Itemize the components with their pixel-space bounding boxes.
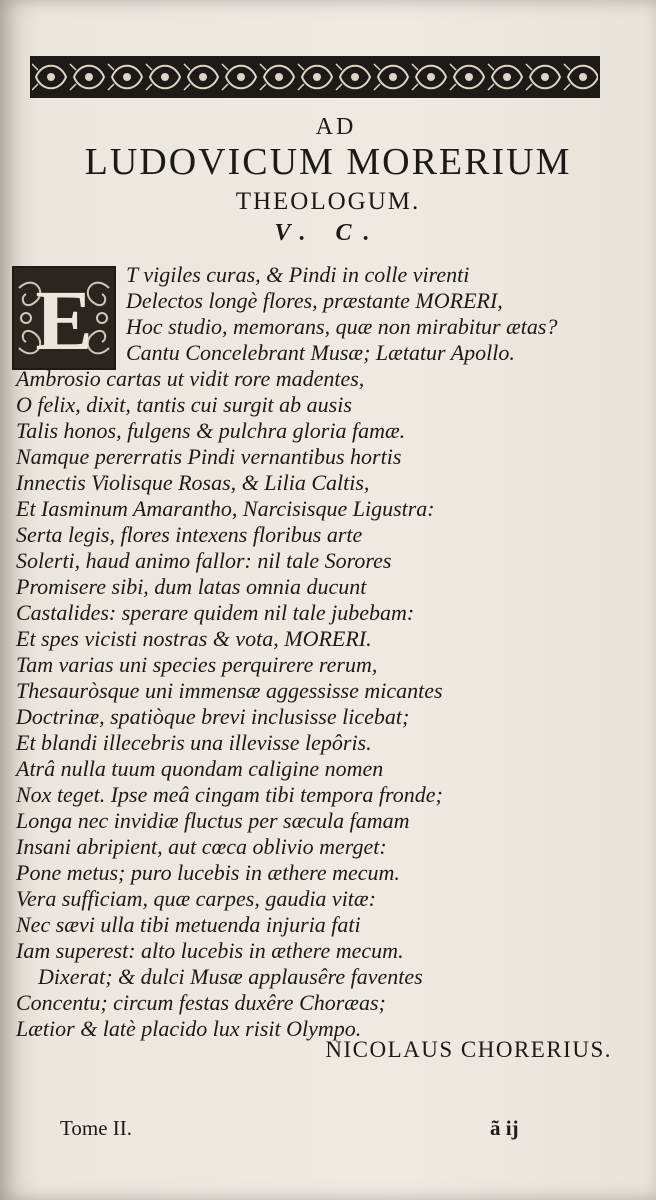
poem-line: Ambrosio cartas ut vidit rore madentes, — [16, 366, 365, 391]
poem-line: Atrâ nulla tuum quondam caligine nomen — [16, 756, 384, 781]
poem-line: Iam superest: alto lucebis in æthere mecum. — [16, 938, 404, 963]
poem-line: Insani abripient, aut cœca oblivio merget: — [16, 834, 387, 859]
ornament-motif — [488, 64, 522, 90]
poem-line: Et blandi illecebris una illevisse lepôris. — [16, 730, 372, 755]
ornament-motif — [374, 64, 408, 90]
poem-line: Dixerat; & dulci Musæ applausêre faventes — [38, 964, 423, 989]
poem-line: Et Iasminum Amarantho, Narcisisque Ligustra: — [16, 496, 435, 521]
poem-line: Hoc studio, memorans, quæ non mirabitur ætas? — [126, 314, 558, 339]
initial-letter: E — [35, 272, 93, 368]
header-ornament-band — [30, 56, 600, 98]
poem-line: Innectis Violisque Rosas, & Lilia Caltis, — [16, 470, 370, 495]
poem-line: Delectos longè flores, præstante MORERI, — [126, 288, 503, 313]
footer-signature-mark: ã ij — [490, 1116, 519, 1140]
ornament-motif — [32, 64, 66, 90]
poem-line: Lætior & latè placido lux risit Olympo. — [16, 1016, 362, 1041]
poem-line: Talis honos, fulgens & pulchra gloria famæ. — [16, 418, 406, 443]
ornament-motif — [146, 64, 180, 90]
ornament-motif — [108, 64, 142, 90]
poem-line: Thesauròsque uni immensæ aggessisse micantes — [16, 678, 443, 703]
poem-line: Pone metus; puro lucebis in æthere mecum. — [16, 860, 400, 885]
ornament-motif — [526, 64, 560, 90]
ornament-motif — [412, 64, 446, 90]
ornament-motif — [260, 64, 294, 90]
ornament-motif — [70, 64, 104, 90]
ornament-motif — [564, 64, 598, 90]
heading-name: LUDOVICUM MORERIUM — [84, 141, 572, 183]
poem-line: Serta legis, flores intexens floribus arte — [16, 522, 363, 547]
ornament-motif — [184, 64, 218, 90]
author-signature: NICOLAUS CHORERIUS. — [325, 1037, 612, 1062]
poem-line: Concentu; circum festas duxêre Choræas; — [16, 990, 386, 1015]
poem-line: Nox teget. Ipse meâ cingam tibi tempora fronde; — [16, 782, 443, 807]
poem-line: Nec sævi ulla tibi metuenda injuria fati — [16, 912, 361, 937]
footer-volume: Tome II. — [60, 1116, 133, 1140]
ornament-motif — [298, 64, 332, 90]
heading-ad: AD — [315, 114, 357, 140]
poem-line: T vigiles curas, & Pindi in colle virenti — [126, 262, 470, 287]
poem-line: Et spes vicisti nostras & vota, MORERI. — [16, 626, 372, 651]
poem-line: Tam varias uni species perquirere rerum, — [16, 652, 378, 677]
ornament-motif — [222, 64, 256, 90]
decorated-initial — [12, 266, 116, 370]
poem-line: Promisere sibi, dum latas omnia ducunt — [16, 574, 367, 599]
poem-line: Longa nec invidiæ fluctus per sæcula famam — [16, 808, 410, 833]
poem-line: Cantu Concelebrant Musæ; Lætatur Apollo. — [126, 340, 515, 365]
poem-line: Vera sufficiam, quæ carpes, gaudia vitæ: — [16, 886, 376, 911]
heading-title: THEOLOGUM. — [235, 188, 421, 215]
poem-line: Castalides: sperare quidem nil tale jubebam: — [16, 600, 415, 625]
heading-vc: V. C. — [274, 220, 382, 246]
ornament-motif — [336, 64, 370, 90]
ornament-motif — [450, 64, 484, 90]
poem-line: Solerti, haud animo fallor: nil tale Sorores — [16, 548, 392, 573]
poem-line: Doctrinæ, spatiòque brevi inclusisse licebat; — [16, 704, 410, 729]
poem-line: O felix, dixit, tantis cui surgit ab ausis — [16, 392, 352, 417]
poem-line: Namque pererratis Pindi vernantibus hortis — [16, 444, 402, 469]
